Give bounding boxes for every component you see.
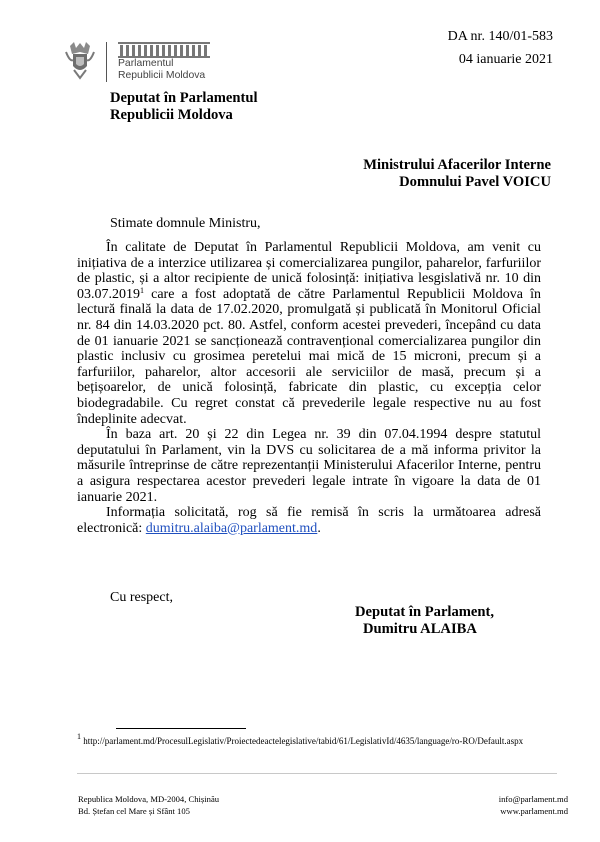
footer-divider (77, 773, 557, 774)
paragraph-1-part-1: În calitate de Deputat în Parlamentul Republicii Moldova, am venit cu inițiativa de a interzice utilizarea și comercializarea pungilor, paharelor, farfuriilor de plastic, și a altor recipiente de unică folosință: inițiativa lesgislativă nr. 10 din 03.07.2019 (77, 240, 541, 302)
paragraph-3 (77, 505, 541, 536)
logo-divider (106, 42, 107, 82)
sender-line-1: Deputat în Parlamentul (110, 90, 258, 106)
footnote (77, 732, 549, 747)
footer-contact (499, 793, 568, 817)
sender-block (110, 90, 258, 124)
signature-block (355, 604, 494, 638)
closing: Cu respect, (110, 590, 173, 605)
logo-text (118, 58, 205, 81)
paragraph-1 (77, 240, 541, 427)
footer-website[interactable]: www.parlament.md (500, 806, 568, 816)
footer-address-line-2: Bd. Ștefan cel Mare și Sfânt 105 (78, 806, 190, 816)
footnote-url[interactable]: http://parlament.md/ProcesulLegislativ/Proiectedeactelegislative/tabid/61/LegislativId/4635/language/ro-RO/Default.aspx (81, 736, 524, 746)
paragraph-3-end: . (317, 520, 321, 536)
recipient-block (363, 157, 551, 191)
footer-address (78, 793, 219, 817)
signature-title: Deputat în Parlament, (355, 604, 495, 620)
sender-line-2: Republicii Moldova (110, 107, 233, 123)
paragraph-2: În baza art. 20 și 22 din Legea nr. 39 din 07.04.1994 despre statutul deputatului în Parlament, vin la DVS cu solicitarea de a mă informa privitor la măsurile întreprinse de către reprezentanții Ministerului Afacerilor Interne, pentru a asigura respectarea acestor prevederi legale intrate în vigoare la data de 01 ianuarie 2021. (77, 427, 541, 505)
letter-body (77, 240, 541, 536)
parliament-building-icon (118, 42, 210, 58)
signature-name: Dumitru ALAIBA (363, 621, 477, 637)
logo-line-2: Republicii Moldova (118, 69, 206, 81)
paragraph-1-part-2: care a fost adoptată de către Parlamentul Republicii Moldova în lectură finală la data de 17.02.2020, promulgată și publicată în Monitorul Oficial nr. 84 din 14.03.2020 pct. 80. Astfel, conform acestei prevederi, începând cu data de 01 ianuarie 2021 se sancționează contravențional comercializarea pungilor din plastic inclusiv cu grosimea peretelui mai mică de 15 microni, precum și a farfuriilor, paharelor, altor accesorii ale serviciilor de masă, precum și a bețișoarelor, de unică folosință, fabricate din plastic, cu excepția celor biodegradabile. Cu regret constat că prevederile legale respective nu au fost îndeplinite adecvat. (77, 286, 541, 427)
document-number: DA nr. 140/01-583 (447, 29, 553, 44)
document-date: 04 ianuarie 2021 (458, 52, 553, 67)
footnote-reference[interactable]: 1 (140, 285, 144, 295)
coat-of-arms-icon (64, 40, 96, 80)
footnote-mark: 1 (77, 732, 81, 741)
recipient-line-1: Ministrului Afacerilor Interne (363, 157, 551, 173)
footnote-separator (116, 728, 246, 729)
footer-address-line-1: Republica Moldova, MD-2004, Chișinău (78, 794, 220, 804)
paragraph-3-text: Informația solicitată, rog să fie remisă în scris la următoarea adresă electronică: (77, 505, 541, 536)
logo-line-1: Parlamentul (118, 58, 174, 69)
recipient-line-2: Domnului Pavel VOICU (399, 174, 551, 190)
email-link[interactable]: dumitru.alaiba@parlament.md (145, 520, 318, 536)
footer-email[interactable]: info@parlament.md (498, 794, 568, 804)
greeting: Stimate domnule Ministru, (110, 216, 261, 231)
